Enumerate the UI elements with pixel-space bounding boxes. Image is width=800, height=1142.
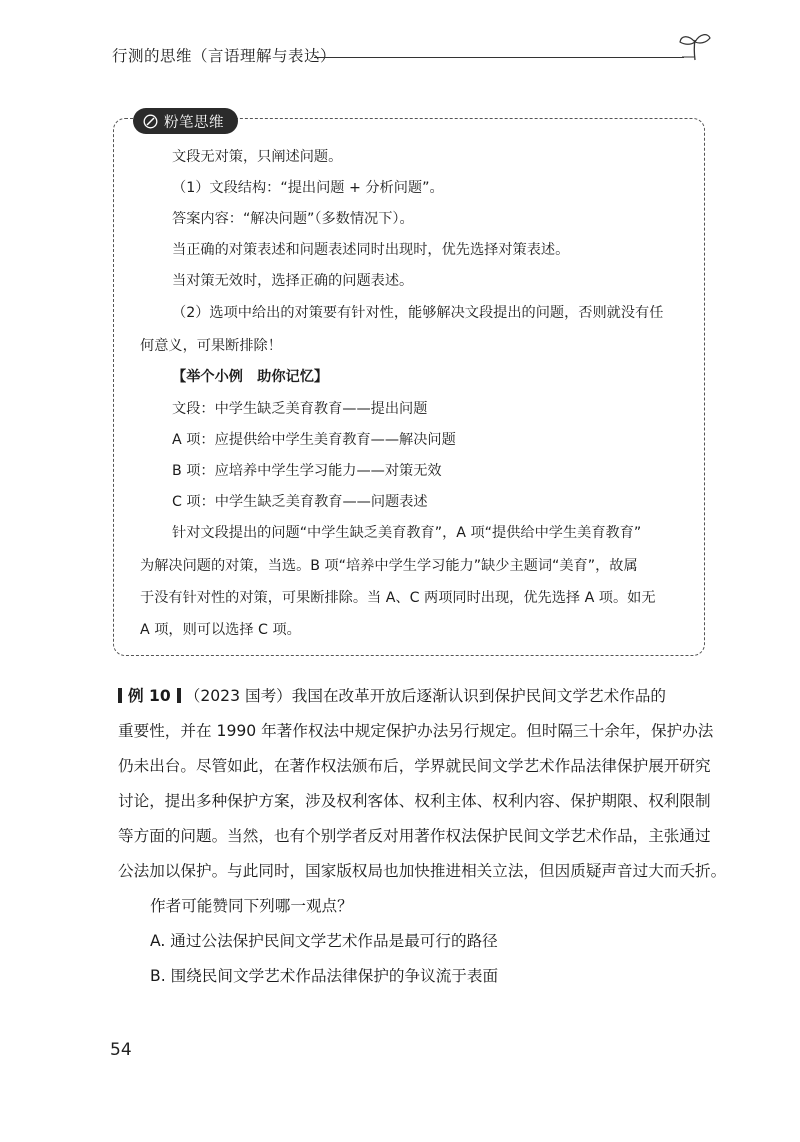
tip-line: 何意义，可果断排除！	[140, 338, 282, 354]
tip-line: 当对策无效时，选择正确的问题表述。	[172, 273, 414, 289]
tip-badge	[133, 108, 238, 134]
tip-line: 当正确的对策表述和问题表述同时出现时，优先选择对策表述。	[172, 242, 570, 258]
tip-line: B 项：应培养中学生学习能力——对策无效	[172, 463, 442, 479]
bracket-bar	[177, 688, 181, 703]
tip-line: （2）选项中给出的对策要有针对性，能够解决文段提出的问题，否则就没有任	[172, 305, 664, 321]
tip-line: 为解决问题的对策，当选。B 项“培养中学生学习能力”缺少主题词“美育”，故属	[140, 558, 638, 574]
tip-badge-label: 粉笔思维	[164, 114, 224, 131]
tip-line: 文段：中学生缺乏美育教育——提出问题	[172, 401, 428, 417]
example-line: 仍未出台。尽管如此，在著作权法颁布后，学界就民间文学艺术作品法律保护展开研究	[118, 757, 711, 775]
tip-line: 于没有针对性的对策，可果断排除。当 A、C 两项同时出现，优先选择 A 项。如无	[140, 590, 656, 606]
tip-subheading: 【举个小例 助你记忆】	[172, 369, 329, 385]
chalk-icon	[143, 114, 158, 129]
option-b: B. 围绕民间文学艺术作品法律保护的争议流于表面	[150, 967, 499, 985]
example-text: （2023 国考）我国在改革开放后逐渐认识到保护民间文学艺术作品的	[184, 687, 667, 705]
example-line: 等方面的问题。当然，也有个别学者反对用著作权法保护民间文学艺术作品，主张通过	[118, 827, 711, 845]
sprout-icon	[678, 30, 712, 62]
tip-line: 答案内容：“解决问题”（多数情况下）。	[172, 211, 414, 227]
example-line: 公法加以保护。与此同时，国家版权局也加快推进相关立法，但因质疑声音过大而夭折。	[118, 862, 727, 880]
example-tag: 例 10	[118, 687, 185, 705]
example-line: 讨论，提出多种保护方案，涉及权利客体、权利主体、权利内容、保护期限、权利限制	[118, 792, 711, 810]
tip-line: A 项，则可以选择 C 项。	[140, 622, 301, 638]
tip-line: 文段无对策，只阐述问题。	[172, 149, 343, 165]
bracket-bar	[118, 688, 122, 703]
page-number: 54	[110, 1040, 132, 1060]
tip-line: A 项：应提供给中学生美育教育——解决问题	[172, 432, 456, 448]
tip-line: C 项：中学生缺乏美育教育——问题表述	[172, 494, 428, 510]
example-line: 重要性，并在 1990 年著作权法中规定保护办法另行规定。但时隔三十余年，保护办法	[118, 722, 714, 740]
header-rule	[314, 57, 684, 58]
option-a: A. 通过公法保护民间文学艺术作品是最可行的路径	[150, 932, 498, 950]
tip-line: 针对文段提出的问题“中学生缺乏美育教育”，A 项“提供给中学生美育教育”	[172, 525, 642, 541]
tip-line: （1）文段结构：“提出问题 + 分析问题”。	[172, 180, 444, 196]
example-first-line	[118, 685, 666, 707]
question-stem: 作者可能赞同下列哪一观点？	[150, 897, 353, 915]
running-header-title: 行测的思维（言语理解与表达）	[112, 47, 337, 65]
